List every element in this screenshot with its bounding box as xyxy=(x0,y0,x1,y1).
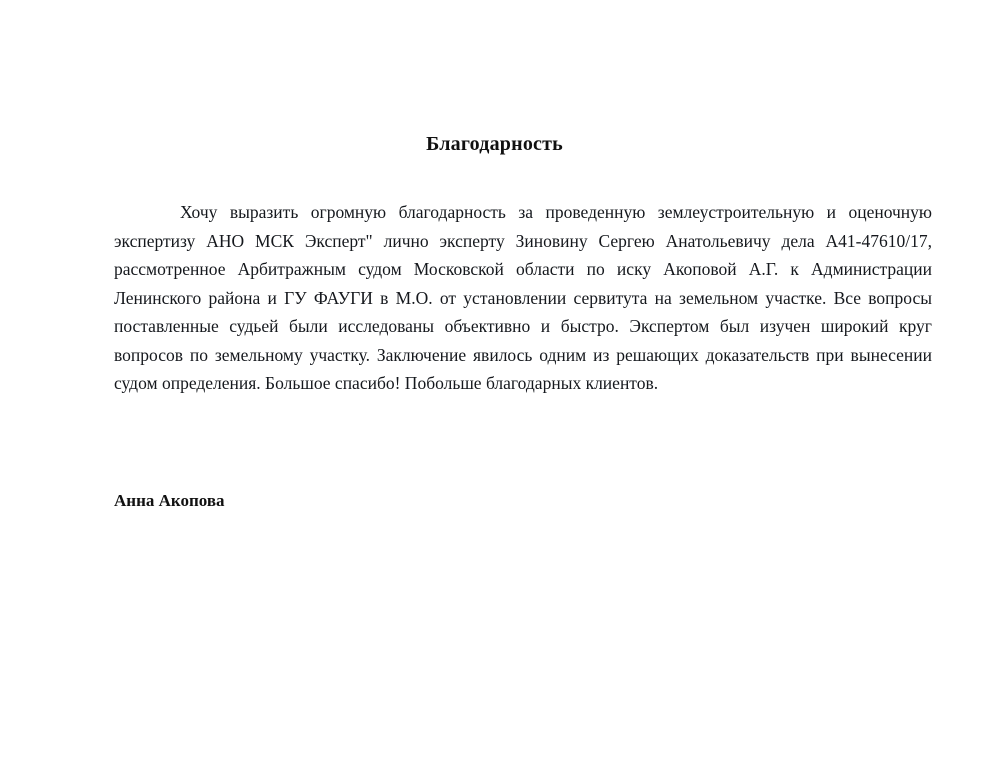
signature-name: Анна Акопова xyxy=(114,491,225,510)
page-title: Благодарность xyxy=(426,133,563,155)
document-body xyxy=(114,198,932,398)
body-paragraph: Хочу выразить огромную благодарность за проведенную землеустроительную и оценочную экспертизу АНО МСК Эксперт" лично эксперту Зиновину Сергею Анатольевичу дела А41-47610/17, рассмотренное Арбитражным судом Московской области по иску Акоповой А.Г. к Администрации Ленинского района и ГУ ФАУГИ в М.О. от установлении сервитута на земельном участке. Все вопросы поставленные судьей были исследованы объективно и быстро. Экспертом был изучен широкий круг вопросов по земельному участку. Заключение явилось одним из решающих доказательств при вынесении судом определения. Большое спасибо! Побольше благодарных клиентов. xyxy=(114,202,932,393)
